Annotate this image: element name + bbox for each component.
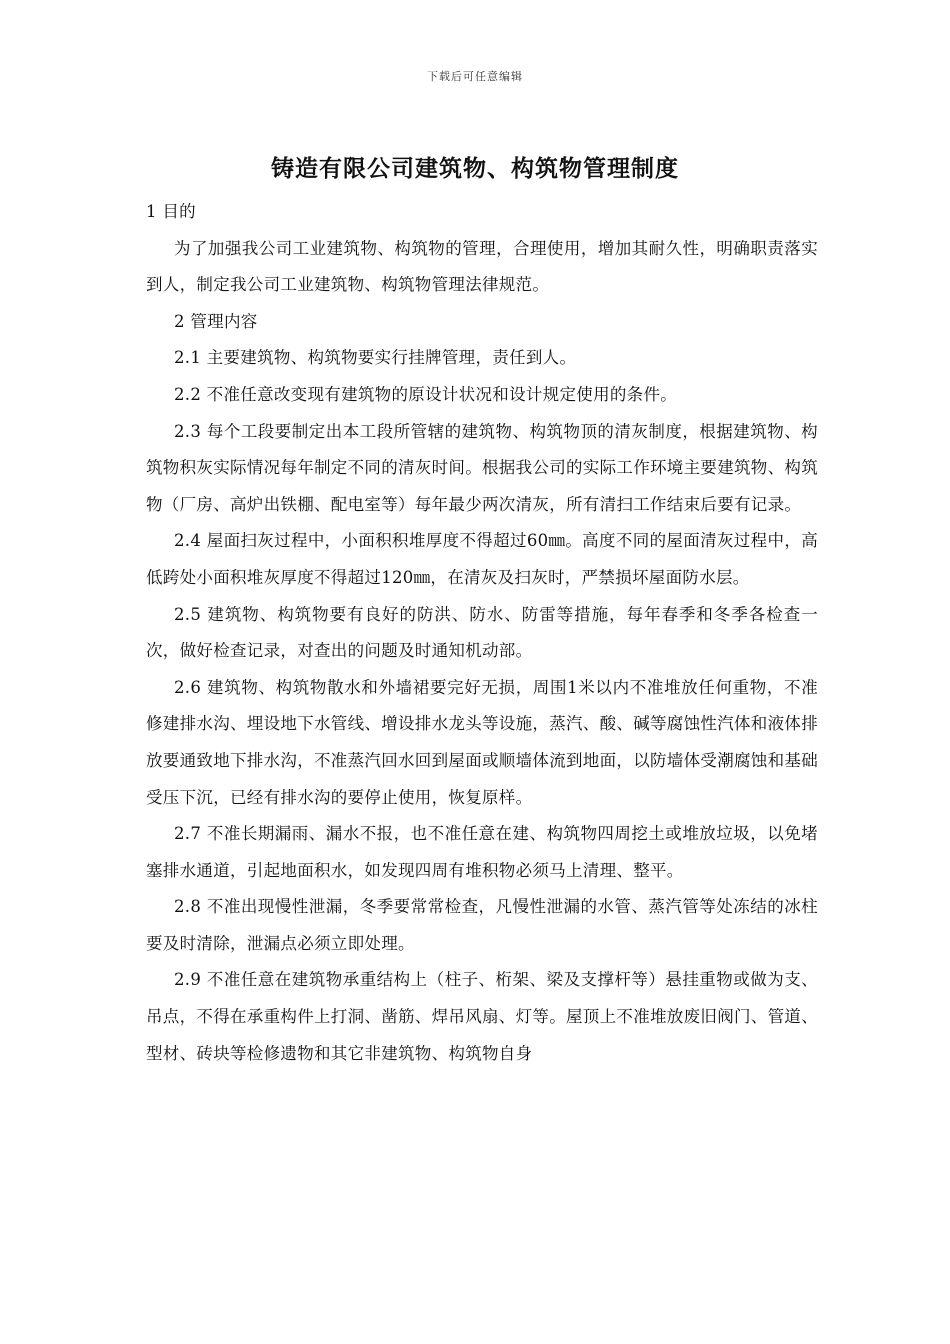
section-1-heading: 1 目的 bbox=[146, 202, 196, 221]
item-2-3: 2.3 每个工段要制定出本工段所管辖的建筑物、构筑物顶的清灰制度，根据建筑物、构筑物积灰实际情况每年制定不同的清灰时间。根据我公司的实际工作环境主要建筑物、构筑物（厂房、高炉出铁棚、配电室等）每年最少两次清灰，所有清扫工作结束后要有记录。 bbox=[146, 421, 818, 514]
item-2-6: 2.6 建筑物、构筑物散水和外墙裙要完好无损，周围1米以内不准堆放任何重物，不准修建排水沟、埋设地下水管线、增设排水龙头等设施，蒸汽、酸、碱等腐蚀性汽体和液体排放要通致地下排水沟，不准蒸汽回水回到屋面或顺墙体流到地面，以防墙体受潮腐蚀和基础受压下沉，已经有排水沟的要停止使用，恢复原样。 bbox=[146, 677, 818, 807]
header-note: 下载后可任意编辑 bbox=[427, 70, 523, 83]
item-2-8: 2.8 不准出现慢性泄漏，冬季要常常检查，凡慢性泄漏的水管、蒸汽管等处冻结的冰柱要及时清除，泄漏点必须立即处理。 bbox=[146, 897, 818, 953]
document-body bbox=[146, 194, 818, 1072]
item-2-5: 2.5 建筑物、构筑物要有良好的防洪、防水、防雷等措施，每年春季和冬季各检查一次，做好检查记录，对查出的问题及时通知机动部。 bbox=[146, 604, 818, 661]
item-2-1: 2.1 主要建筑物、构筑物要实行挂牌管理，责任到人。 bbox=[174, 348, 577, 368]
document-title: 铸造有限公司建筑物、构筑物管理制度 bbox=[271, 155, 679, 182]
item-2-4: 2.4 屋面扫灰过程中，小面积积堆厚度不得超过60㎜。高度不同的屋面清灰过程中，高低跨处小面积堆灰厚度不得超过120㎜，在清灰及扫灰时，严禁损坏屋面防水层。 bbox=[146, 531, 818, 587]
item-2-9: 2.9 不准任意在建筑物承重结构上（柱子、桁架、梁及支撑杆等）悬挂重物或做为支、吊点，不得在承重构件上打洞、凿筋、焊吊风扇、灯等。屋顶上不准堆放废旧阀门、管道、型材、砖块等检修遗物和其它非建筑物、构筑物自身 bbox=[146, 970, 818, 1063]
item-2-2: 2.2 不准任意改变现有建筑物的原设计状况和设计规定使用的条件。 bbox=[174, 384, 678, 404]
section-2-heading: 2 管理内容 bbox=[174, 311, 258, 331]
item-2-7: 2.7 不准长期漏雨、漏水不报，也不准任意在建、构筑物四周挖土或堆放垃圾，以免堵塞排水通道，引起地面积水，如发现四周有堆积物必须马上清理、整平。 bbox=[146, 824, 818, 880]
purpose-paragraph: 为了加强我公司工业建筑物、构筑物的管理，合理使用，增加其耐久性，明确职责落实到人，制定我公司工业建筑物、构筑物管理法律规范。 bbox=[146, 238, 818, 295]
